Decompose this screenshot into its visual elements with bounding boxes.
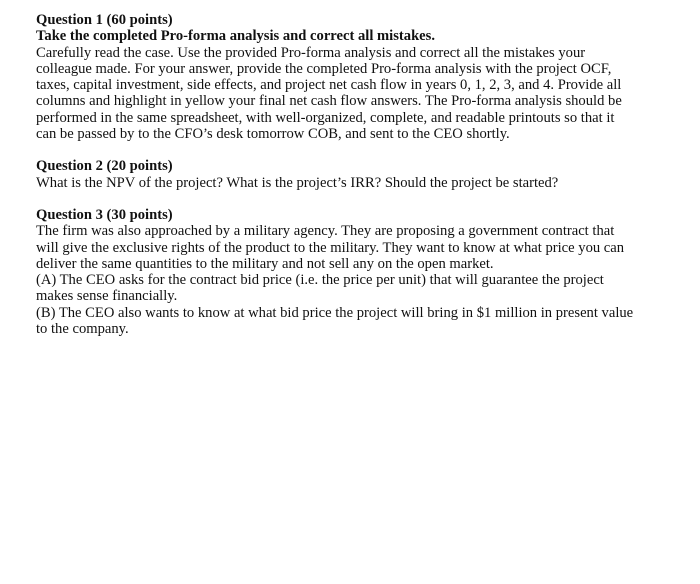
question-1-body: Carefully read the case. Use the provided Pro-forma analysis and correct all the mistakes your colleague made. For your answer, provide the completed Pro-forma analysis with the project OCF, taxes, capital investment, side effects, and project net cash flow in years 0, 1, 2, 3, and 4. Provide all columns and highlight in yellow your final net cash flow answers. The Pro-forma analysis should be performed in the same spreadsheet, with well-organized, complete, and readable printouts so that it can be passed by to the CFO’s desk tomorrow COB, and sent to the CEO shortly. xyxy=(36,44,622,143)
document-body xyxy=(36,12,636,353)
question-3 xyxy=(36,207,636,337)
question-2-body: What is the NPV of the project? What is the project’s IRR? Should the project be started? xyxy=(36,174,559,191)
question-3-heading: Question 3 (30 points) xyxy=(36,206,173,223)
question-3-part-b: (B) The CEO also wants to know at what bid price the project will bring in $1 million in present value to the company. xyxy=(36,304,634,338)
question-3-part-a: (A) The CEO asks for the contract bid price (i.e. the price per unit) that will guarantee the project makes sense financially. xyxy=(36,272,604,305)
question-2 xyxy=(36,158,636,191)
question-1-heading: Question 1 (60 points) xyxy=(36,12,173,28)
question-3-body: The firm was also approached by a military agency. They are proposing a government contract that will give the exclusive rights of the product to the military. They want to know at what price you can deliver the same quantities to the military and not sell any on the open market. xyxy=(36,223,625,272)
question-2-heading: Question 2 (20 points) xyxy=(36,158,173,175)
question-1 xyxy=(36,12,636,142)
question-1-subheading: Take the completed Pro-forma analysis and correct all mistakes. xyxy=(36,28,435,45)
